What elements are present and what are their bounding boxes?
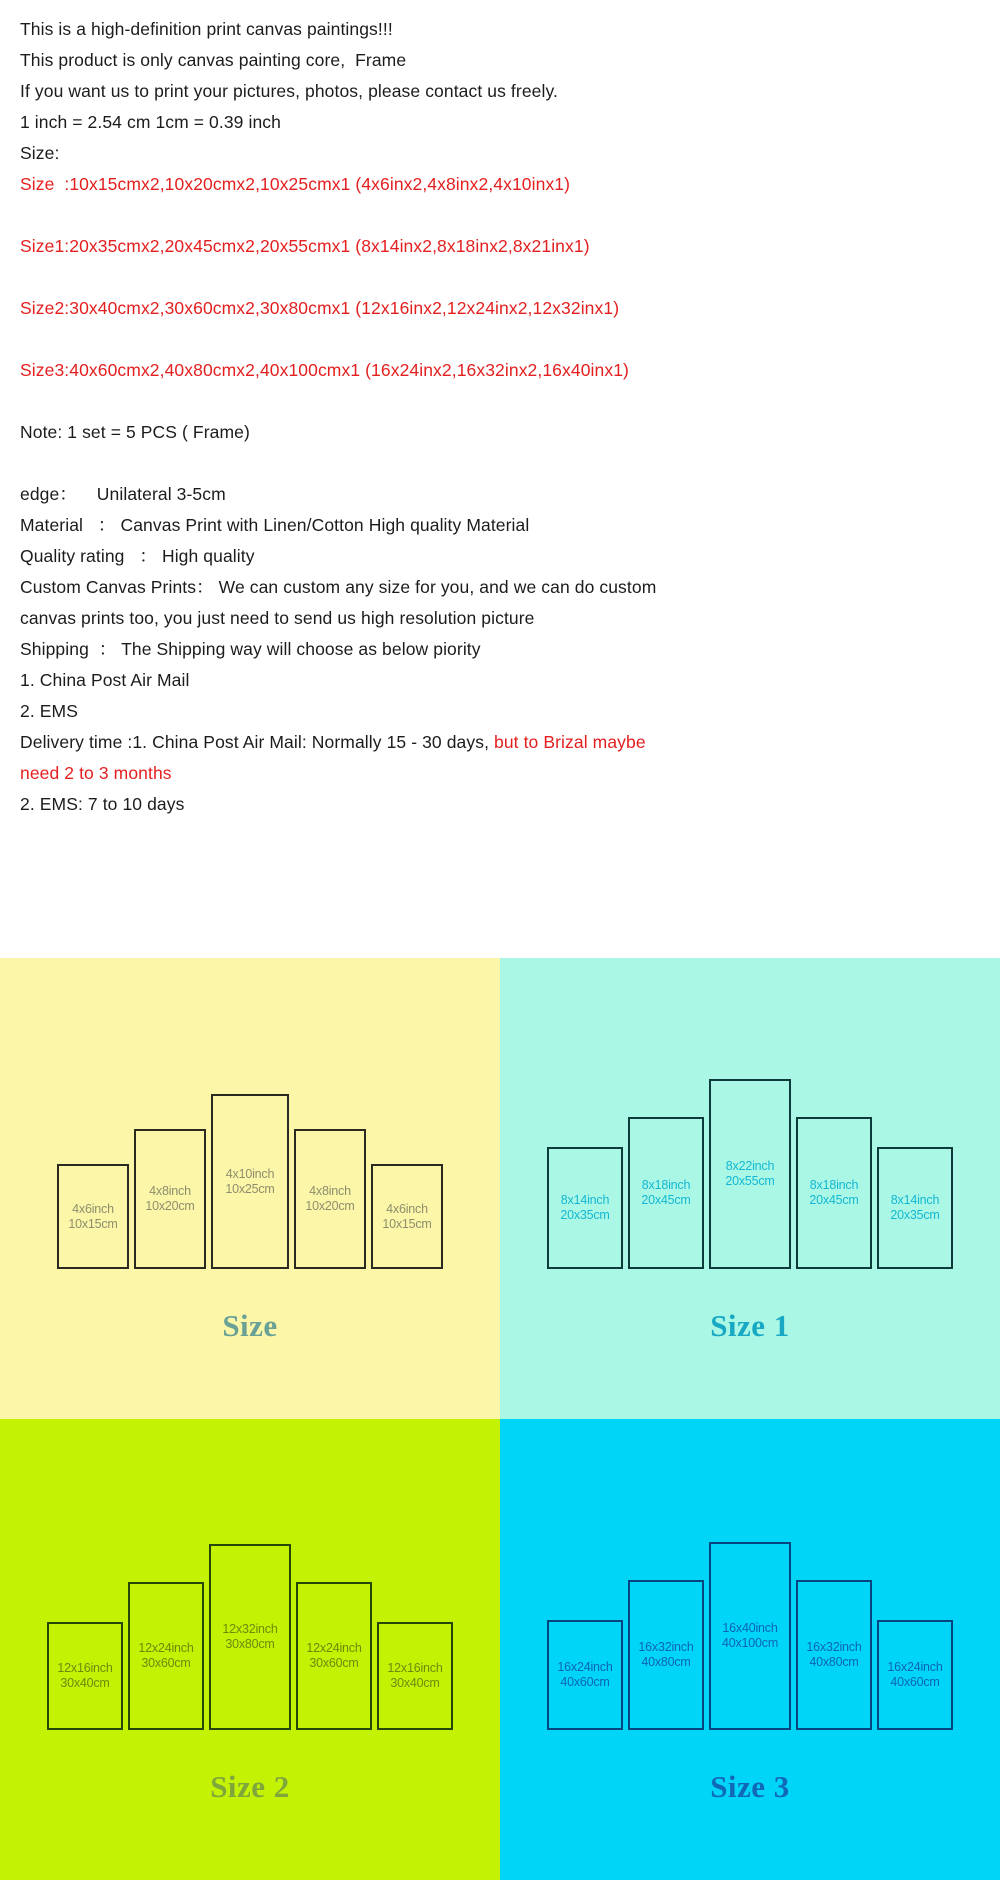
frame-item <box>877 1147 953 1269</box>
frame-cm-label: 30x40cm <box>390 1676 440 1690</box>
frame-item <box>628 1117 704 1269</box>
spacer <box>20 448 1000 479</box>
delivery-time-line-3: 2. EMS: 7 to 10 days <box>20 794 185 814</box>
frame-inch-label: 16x32inch <box>806 1640 862 1655</box>
frame-inch-label: 4x8inch <box>149 1184 191 1199</box>
frame-cm-label: 40x80cm <box>641 1655 691 1669</box>
frame-inch-label: 12x16inch <box>387 1661 443 1676</box>
frame-group <box>500 1500 1000 1730</box>
frame-item <box>128 1582 204 1730</box>
shipping-option-1: 1. China Post Air Mail <box>20 670 190 690</box>
size-heading: Size: <box>20 143 60 163</box>
frame-inch-label: 12x16inch <box>57 1661 113 1676</box>
frame-cm-label: 10x25cm <box>225 1181 275 1196</box>
size-option-3: Size3:40x60cmx2,40x80cmx2,40x100cmx1 (16x24inx2,16x32inx2,16x40inx1) <box>20 360 629 380</box>
size-chart-panels <box>0 958 1000 1880</box>
size-panel-size2 <box>0 1419 500 1880</box>
frame-inch-label: 16x40inch <box>722 1621 778 1636</box>
frame-cm-label: 20x35cm <box>890 1208 940 1222</box>
custom-prints-line-2: canvas prints too, you just need to send us high resolution picture <box>20 608 535 628</box>
frame-item <box>47 1622 123 1730</box>
frame-item <box>371 1164 443 1269</box>
frame-inch-label: 8x14inch <box>560 1193 610 1208</box>
frame-cm-label: 10x20cm <box>305 1199 355 1213</box>
frame-item <box>377 1622 453 1730</box>
frame-cm-label: 30x80cm <box>225 1637 275 1651</box>
frame-cm-label: 20x45cm <box>641 1193 691 1207</box>
frame-group <box>0 1500 500 1730</box>
size-panel-size3 <box>500 1419 1000 1880</box>
frame-item <box>796 1117 872 1269</box>
frame-group <box>500 1039 1000 1269</box>
frame-inch-label: 8x18inch <box>809 1178 859 1193</box>
frame-inch-label: 4x8inch <box>309 1184 351 1199</box>
material-line: Material ： Canvas Print with Linen/Cotton High quality Material <box>20 515 530 535</box>
note-line: Note: 1 set = 5 PCS ( Frame) <box>20 422 250 442</box>
delivery-time-line-1 <box>20 727 1000 758</box>
frame-cm-label: 20x55cm <box>725 1174 775 1188</box>
frame-inch-label: 8x14inch <box>890 1193 940 1208</box>
frame-inch-label: 12x24inch <box>306 1641 362 1656</box>
description-line: If you want us to print your pictures, photos, please contact us freely. <box>20 81 558 101</box>
spacer <box>20 324 1000 355</box>
frame-item <box>134 1129 206 1269</box>
panel-title-size3: Size 3 <box>710 1769 790 1804</box>
frame-inch-label: 12x24inch <box>138 1641 194 1656</box>
panel-title-size: Size <box>222 1308 278 1343</box>
spacer <box>20 386 1000 417</box>
description-line: This product is only canvas painting core, Frame <box>20 50 407 70</box>
frame-item <box>296 1582 372 1730</box>
frame-cm-label: 20x35cm <box>560 1208 610 1222</box>
frame-item <box>209 1544 291 1730</box>
frame-inch-label: 12x32inch <box>222 1622 278 1637</box>
frame-inch-label: 4x6inch <box>386 1201 428 1216</box>
edge-line: edge： Unilateral 3-5cm <box>20 484 226 504</box>
frame-item <box>709 1079 791 1269</box>
frame-group <box>0 1039 500 1269</box>
frame-inch-label: 16x24inch <box>887 1660 943 1675</box>
size-option-0: Size :10x15cmx2,10x20cmx2,10x25cmx1 (4x6inx2,4x8inx2,4x10inx1) <box>20 174 571 194</box>
size-panel-size1 <box>500 958 1000 1419</box>
spacer <box>20 200 1000 231</box>
custom-prints-line: Custom Canvas Prints： We can custom any size for you, and we can do custom <box>20 577 657 597</box>
frame-cm-label: 20x45cm <box>809 1193 859 1207</box>
size-option-1: Size1:20x35cmx2,20x45cmx2,20x55cmx1 (8x14inx2,8x18inx2,8x21inx1) <box>20 236 590 256</box>
size-option-2: Size2:30x40cmx2,30x60cmx2,30x80cmx1 (12x16inx2,12x24inx2,12x32inx1) <box>20 298 620 318</box>
delivery-time-black-part: Delivery time :1. China Post Air Mail: Normally 15 - 30 days, <box>20 732 494 752</box>
spacer <box>20 262 1000 293</box>
frame-cm-label: 10x15cm <box>68 1216 118 1231</box>
frame-cm-label: 30x60cm <box>309 1656 359 1670</box>
panel-title-size1: Size 1 <box>710 1308 790 1343</box>
panel-title-size2: Size 2 <box>210 1769 290 1804</box>
frame-inch-label: 4x10inch <box>225 1166 275 1181</box>
frame-cm-label: 30x60cm <box>141 1656 191 1670</box>
frame-cm-label: 40x100cm <box>721 1636 779 1650</box>
frame-inch-label: 8x22inch <box>725 1159 775 1174</box>
frame-item <box>57 1164 129 1269</box>
delivery-time-red-part: but to Brizal maybe <box>494 732 646 752</box>
frame-inch-label: 16x24inch <box>557 1660 613 1675</box>
frame-item <box>547 1620 623 1730</box>
frame-cm-label: 40x80cm <box>809 1655 859 1669</box>
frame-item <box>709 1542 791 1730</box>
frame-cm-label: 30x40cm <box>60 1676 110 1690</box>
shipping-option-2: 2. EMS <box>20 701 78 721</box>
frame-inch-label: 8x18inch <box>641 1178 691 1193</box>
frame-cm-label: 40x60cm <box>560 1675 610 1689</box>
delivery-time-line-2: need 2 to 3 months <box>20 763 172 783</box>
frame-inch-label: 16x32inch <box>638 1640 694 1655</box>
frame-item <box>877 1620 953 1730</box>
description-line: 1 inch = 2.54 cm 1cm = 0.39 inch <box>20 112 281 132</box>
quality-rating-line: Quality rating ： High quality <box>20 546 255 566</box>
frame-cm-label: 10x15cm <box>382 1216 432 1231</box>
frame-item <box>628 1580 704 1730</box>
frame-cm-label: 40x60cm <box>890 1675 940 1689</box>
frame-item <box>294 1129 366 1269</box>
size-panel-size <box>0 958 500 1419</box>
frame-item <box>211 1094 289 1269</box>
frame-cm-label: 10x20cm <box>145 1199 195 1213</box>
frame-item <box>796 1580 872 1730</box>
shipping-line: Shipping ： The Shipping way will choose as below piority <box>20 639 481 659</box>
description-line: This is a high-definition print canvas paintings!!! <box>20 19 393 39</box>
frame-inch-label: 4x6inch <box>72 1201 114 1216</box>
frame-item <box>547 1147 623 1269</box>
